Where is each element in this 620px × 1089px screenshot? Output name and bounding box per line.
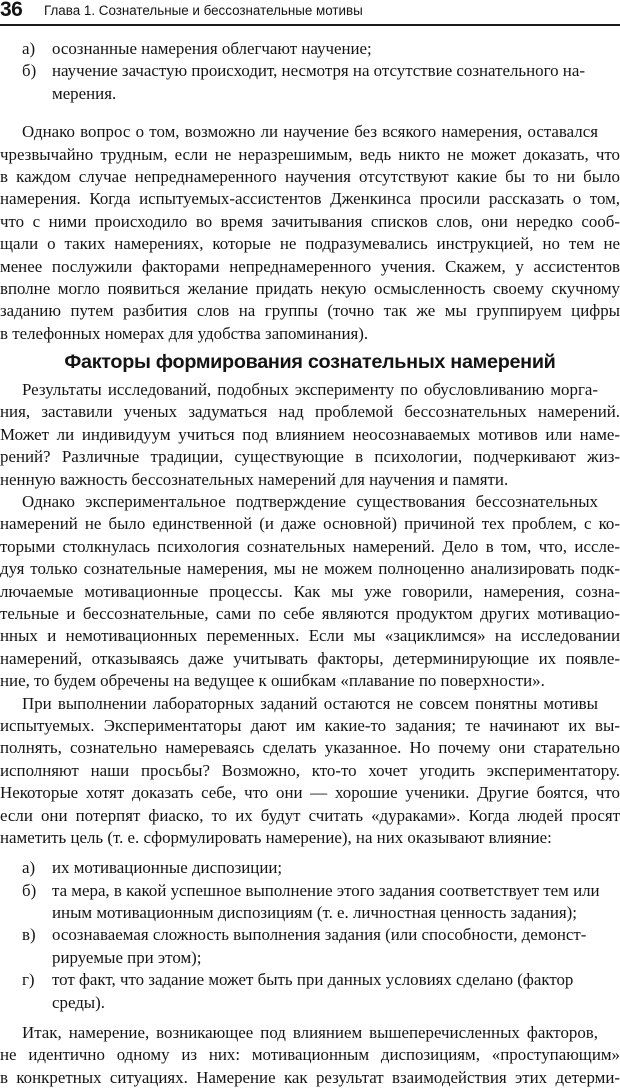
paragraph-line: заданию путем разбития слов на группы (точно так же мы группируем цифры: [0, 301, 620, 321]
paragraph-line: Итак, намерение, возникающее под влиянием вышеперечисленных факторов,: [22, 1023, 598, 1043]
paragraph-line: что с ними происходило во время зачитывания списков слов, они нередко сооб-: [0, 211, 620, 231]
paragraph-line: намерений не было единственной (и даже основной) причиной тех проблем, с ко-: [0, 514, 620, 534]
list-marker: а): [22, 858, 36, 878]
list-item: [0, 857, 620, 879]
paragraph-4: [0, 693, 620, 850]
list-item-line: среды).: [52, 992, 106, 1012]
paragraph-line: Некоторые хотят доказать себе, что они — хорошие ученики. Другие боятся, что: [0, 783, 620, 803]
paragraph-line: лючаемые мотивационные процессы. Как мы уже говорили, намерения, созна-: [0, 581, 620, 601]
paragraph-line: в конкретных ситуациях. Намерение как результат взаимодействия этих детерми-: [0, 1067, 620, 1087]
paragraph-line: рений? Различные традиции, существующие в психологии, подчеркивают жиз-: [0, 447, 620, 467]
paragraph-line: исполняют наши просьбы? Возможно, кто-то хочет угодить экспериментатору.: [0, 760, 620, 780]
section-heading: Факторы формирования сознательных намерений: [64, 351, 556, 374]
list-item-line: иным мотивационным диспозициям (т. е. личностная ценность задания);: [52, 903, 577, 923]
paragraph-5: [0, 1022, 620, 1089]
spacer: [0, 1014, 620, 1022]
list-marker: в): [22, 925, 36, 945]
paragraph-line: намерения. Когда испытуемых-ассистентов Дженкинса просили рассказать о том,: [0, 189, 620, 209]
paragraph-line: менее послужили факторами непреднамеренного учения. Скажем, у ассистентов: [0, 256, 620, 276]
list-marker: б): [22, 61, 37, 81]
list-item-line: мерения.: [52, 83, 117, 103]
paragraph-line: наметить цель (т. е. сформулировать намерение), на них оказывают влияние:: [0, 827, 552, 847]
list-marker: б): [22, 880, 37, 900]
paragraph-line: если они потерпят фиаско, то их будут считать «дураками». Когда людей просят: [0, 805, 620, 825]
paragraph-1: [0, 121, 620, 345]
list-item: [0, 924, 620, 969]
paragraph-line: намерений, отказываясь даже учитывать факторы, детерминирующие их появле-: [0, 648, 620, 668]
list-item-line: рируемые при этом);: [52, 947, 202, 967]
paragraph-line: тельные и бессознательные, сами по себе являются продуктом других мотивацио-: [0, 603, 620, 623]
list-item-line: осознаваемая сложность выполнения задания (или способности, демонст-: [52, 925, 587, 945]
list-item-line: осознанные намерения облегчают научение;: [52, 39, 372, 58]
list-item-line: их мотивационные диспозиции;: [52, 858, 283, 878]
paragraph-line: чрезвычайно трудным, если не неразрешимым, ведь никто не может доказать, что: [0, 144, 620, 164]
page-body: [0, 38, 620, 1089]
paragraph-line: дуя только сознательные намерения, мы не можем полноценно анализировать подк-: [0, 559, 620, 579]
paragraph-line: щали о таких намерениях, которые не подразумевались инструкцией, но тем не: [0, 234, 620, 254]
list-item-line: тот факт, что задание может быть при данных условиях сделано (фактор: [52, 970, 574, 990]
paragraph-line: испытуемых. Экспериментаторы дают им какие-то задания; те начинают их вы-: [0, 715, 620, 735]
list-marker: г): [22, 970, 35, 990]
list-marker: а): [22, 39, 36, 58]
paragraph-line: ния, заставили ученых задуматься над проблемой бессознательных намерений.: [0, 402, 620, 422]
list-item-line: научение зачастую происходит, несмотря на отсутствие сознательного на-: [52, 61, 585, 81]
spacer: [0, 105, 620, 121]
paragraph-line: Однако экспериментальное подтверждение существования бессознательных: [22, 492, 598, 512]
chapter-title: Глава 1. Сознательные и бессознательные мотивы: [44, 3, 363, 18]
list-bottom: [0, 857, 620, 1014]
paragraph-2: [0, 379, 620, 491]
paragraph-line: Результаты исследований, подобных эксперименту по обусловливанию морга-: [22, 380, 598, 400]
paragraph-line: ние, то будем обречены на ведущее к ошибкам «плавание по поверхности».: [0, 671, 545, 691]
list-item: [0, 38, 620, 60]
paragraph-line: в каждом случае непреднамеренного научения отсутствуют какие бы то ни было: [0, 166, 620, 186]
paragraph-line: ненную важность бессознательных намерений для научения и памяти.: [0, 469, 509, 489]
list-item: [0, 60, 620, 105]
paragraph-line: в телефонных номерах для удобства запоминания).: [0, 323, 369, 343]
paragraph-line: нных и немотивационных переменных. Если мы «зациклимся» на исследовании: [0, 626, 620, 646]
list-item-line: та мера, в какой успешное выполнение этого задания соответствует тем или: [52, 880, 600, 900]
paragraph-line: При выполнении лабораторных заданий остаются не совсем понятны мотивы: [22, 693, 598, 713]
running-head: [0, 0, 620, 26]
spacer: [0, 849, 620, 857]
paragraph-line: Может ли индивидуум учиться под влиянием неосознаваемых мотивов или наме-: [0, 424, 620, 444]
paragraph-line: Однако вопрос о том, возможно ли научение без всякого намерения, оставался: [22, 122, 598, 142]
paragraph-line: полнять, сознательно намереваясь сделать указанное. Но почему они старательно: [0, 738, 620, 758]
page-number: 36: [0, 0, 23, 21]
list-item: [0, 880, 620, 925]
paragraph-line: не идентично одному из них: мотивационным диспозициям, «проступающим»: [0, 1045, 620, 1065]
list-top: [0, 38, 620, 105]
paragraph-line: вполне могло появиться желание придать некую осмысленность своему скучному: [0, 278, 620, 298]
paragraph-3: [0, 491, 620, 693]
paragraph-line: торыми столкнулась психология сознательных намерений. Дело в том, что, иссле-: [0, 536, 620, 556]
